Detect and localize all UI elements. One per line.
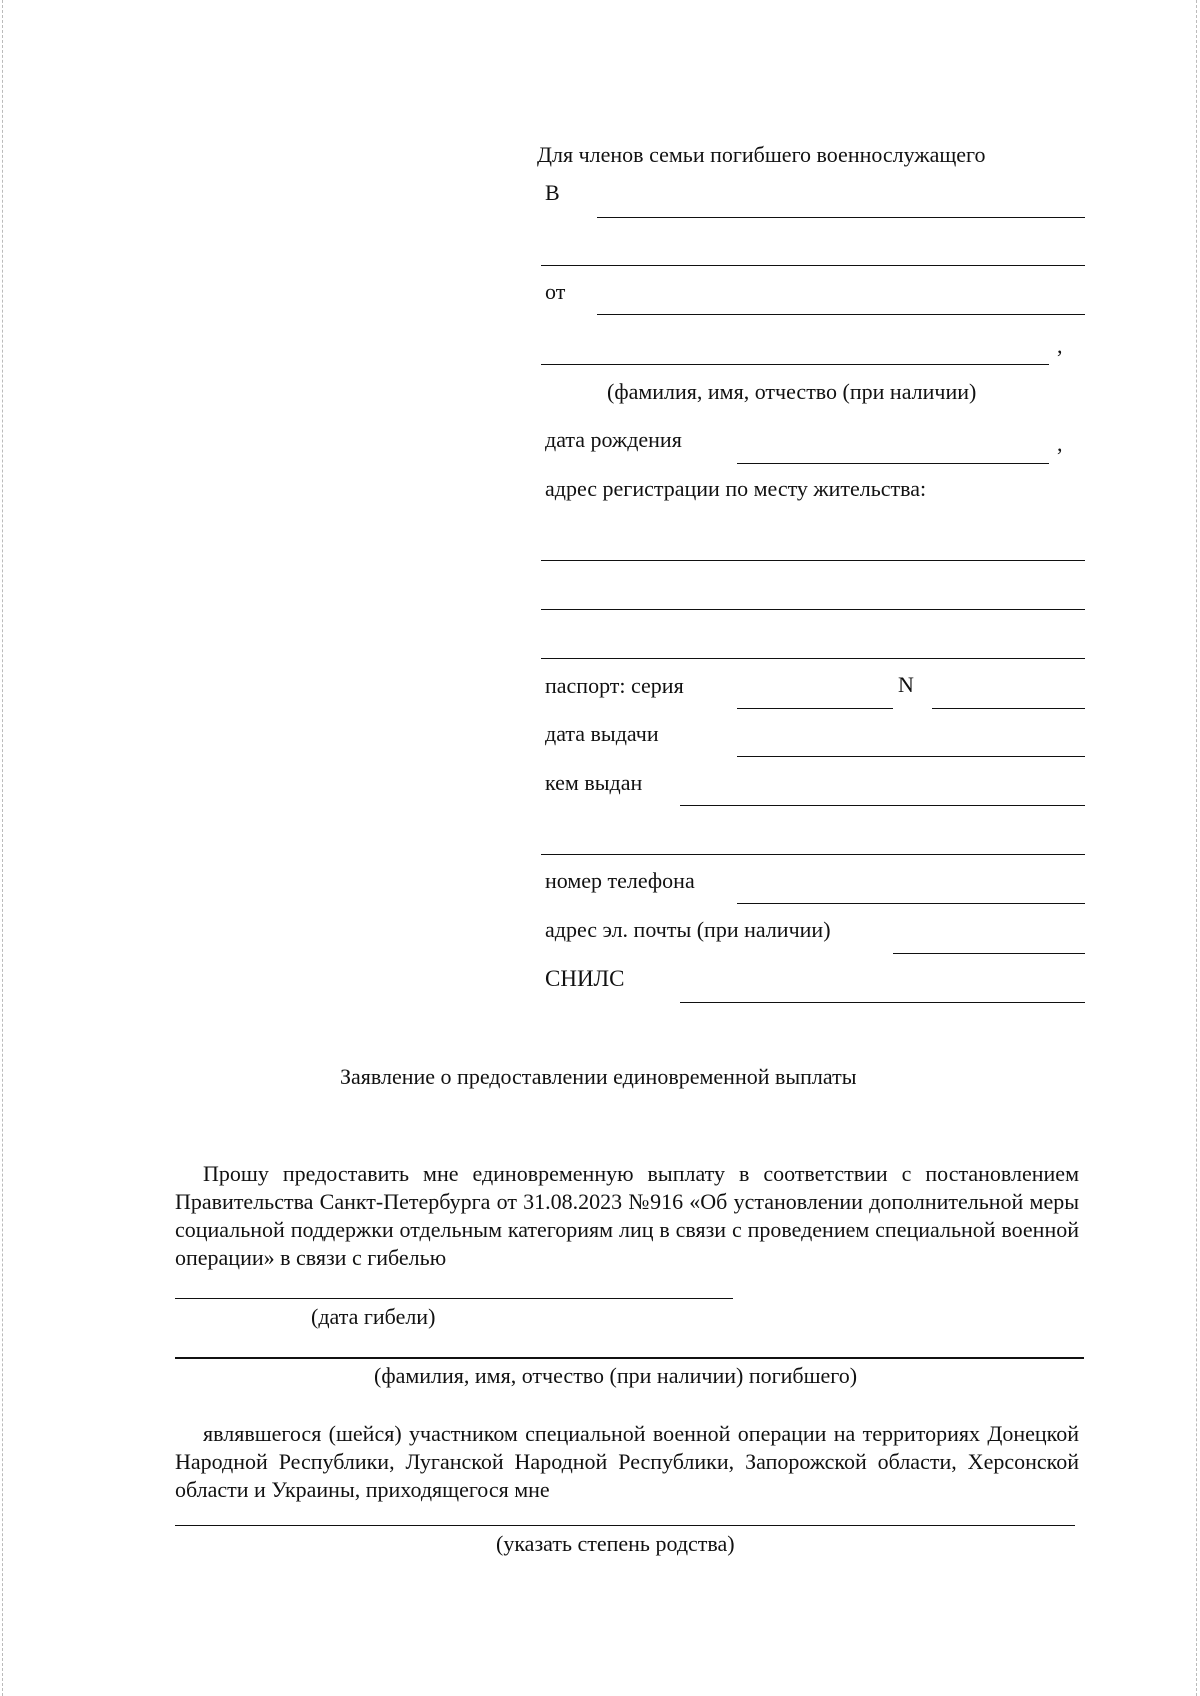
passport-number-label: N [898,672,914,697]
issued-by-field-line2[interactable] [541,854,1085,855]
scan-edge-right [1196,0,1197,1696]
issued-by-field[interactable] [680,805,1085,806]
address-field-line3[interactable] [541,658,1085,659]
from-prefix: от [545,279,566,304]
phone-label: номер телефона [545,868,695,893]
address-field-line1[interactable] [541,560,1085,561]
snils-field[interactable] [680,1002,1085,1003]
issue-date-label: дата выдачи [545,721,659,746]
email-field[interactable] [893,953,1085,954]
passport-series-field[interactable] [737,708,893,709]
death-date-hint: (дата гибели) [311,1304,436,1329]
address-field-line2[interactable] [541,609,1085,610]
birth-date-field[interactable] [737,463,1049,464]
birth-date-label: дата рождения [545,427,682,452]
request-paragraph-text: Прошу предоставить мне единовременную выплату в соответствии с постановлением Правительства Санкт-Петербурга от 31.08.2023 №916 «Об установлении дополнительной меры социальной поддержки отдельным категориям лиц в связи с проведением специальной военной операции» в связи с гибелью [175,1161,1079,1270]
email-label: адрес эл. почты (при наличии) [545,917,831,942]
deceased-name-field[interactable] [175,1357,1084,1359]
phone-field[interactable] [737,903,1085,904]
comma-after-name: , [1057,333,1063,358]
comma-after-birth-date: , [1057,431,1063,456]
fio-hint: (фамилия, имя, отчество (при наличии) [607,379,977,404]
snils-label: СНИЛС [545,966,625,991]
recipient-field-line2[interactable] [541,265,1085,266]
recipient-heading: Для членов семьи погибшего военнослужащего [537,142,986,167]
participation-paragraph-text: являвшегося (шейся) участником специальной военной операции на территориях Донецкой Народной Республики, Луганской Народной Республики, Запорожской области, Херсонской области и Украины, приходящегося мне [175,1421,1079,1502]
passport-series-label: паспорт: серия [545,673,684,698]
address-label: адрес регистрации по месту жительства: [545,476,927,501]
relationship-hint: (указать степень родства) [496,1531,735,1556]
relationship-field[interactable] [175,1525,1075,1526]
death-date-field[interactable] [175,1298,733,1299]
from-name-field[interactable] [597,314,1085,315]
issued-by-label: кем выдан [545,770,643,795]
from-name-field-line2[interactable] [541,364,1049,365]
request-paragraph [175,1160,1079,1272]
passport-number-field[interactable] [932,708,1085,709]
scan-edge-left [2,0,3,1696]
document-title: Заявление о предоставлении единовременной выплаты [340,1064,857,1089]
deceased-name-hint: (фамилия, имя, отчество (при наличии) погибшего) [374,1363,858,1388]
issue-date-field[interactable] [737,756,1085,757]
recipient-field[interactable] [597,217,1085,218]
to-prefix: В [545,180,560,205]
participation-paragraph [175,1420,1079,1504]
